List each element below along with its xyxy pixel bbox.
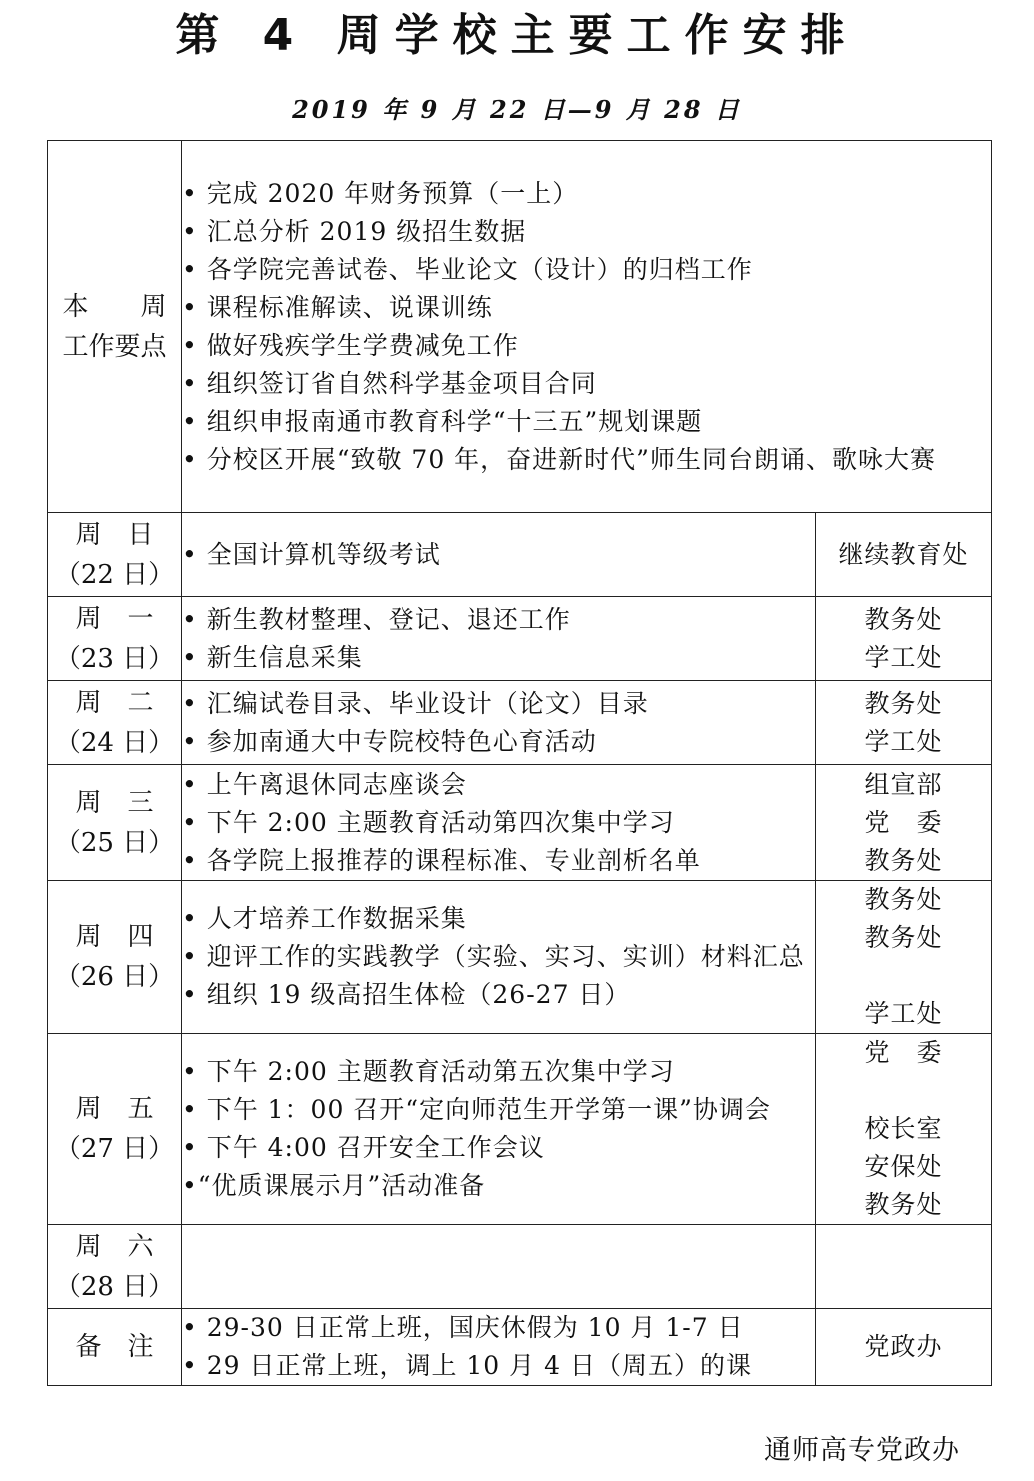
day-name: 周 四 [75,922,154,952]
dept-label [816,957,991,995]
tasks-cell [182,513,816,597]
list-item: • 下午 2:00 主题教育活动第四次集中学习 [182,807,675,837]
table-row-saturday [48,1225,992,1309]
day-date: （26 日） [54,962,175,992]
key-points-label [48,141,182,513]
dept-label: 学工处 [864,726,943,756]
day-cell [48,881,182,1034]
day-date: （28 日） [54,1271,175,1302]
table-row-friday [48,1034,992,1225]
day-name: 周 二 [75,687,154,718]
dept-label: 教务处 [864,923,943,952]
day-name: 周 三 [75,787,154,818]
day-date: （25 日） [54,827,175,858]
list-item: • 下午 2:00 主题教育活动第五次集中学习 [182,1057,675,1086]
tasks-cell [182,681,816,765]
day-name: 周 日 [75,519,154,550]
list-item: • 汇编试卷目录、毕业设计（论文）目录 [182,688,649,718]
day-cell [48,1034,182,1225]
dept-cell [816,681,992,765]
dept-label: 教务处 [864,885,943,914]
dept-label: 教务处 [864,688,943,718]
list-item: • 各学院完善试卷、毕业论文（设计）的归档工作 [182,254,753,284]
list-item: • 新生信息采集 [182,642,363,672]
dept-cell [816,513,992,597]
table-row-monday [48,597,992,681]
schedule-table [47,140,992,1386]
day-cell [48,1225,182,1309]
day-name: 周 五 [75,1094,154,1124]
dept-label: 教务处 [864,1190,943,1219]
list-item: • 组织 19 级高招生体检（26-27 日） [182,980,631,1009]
list-item: • 参加南通大中专院校特色心育活动 [182,726,597,756]
day-date: （23 日） [54,643,175,674]
tasks-cell [182,765,816,881]
list-item: • 完成 2020 年财务预算（一上） [182,178,579,208]
dept-label [816,1072,991,1110]
list-item: • 新生教材整理、登记、退还工作 [182,604,571,634]
list-item: • 课程标准解读、说课训练 [182,292,493,322]
dept-label: 组宣部 [864,769,943,799]
day-cell [48,513,182,597]
day-cell [48,681,182,765]
notes-list [182,1309,816,1386]
dept-label: 党 委 [864,807,943,837]
notes-dept: 党政办 [816,1309,992,1386]
dept-cell [816,1225,992,1309]
date-range: 2019 年 9 月 22 日—9 月 28 日 [292,95,742,124]
list-item: • 组织申报南通市教育科学“十三五”规划课题 [182,406,703,436]
tasks-cell [182,597,816,681]
dept-cell [816,1034,992,1225]
dept-label: 党 委 [864,1038,943,1067]
day-name: 周 六 [75,1231,154,1262]
day-cell [48,765,182,881]
dept-cell [816,881,992,1034]
day-date: （24 日） [54,727,175,758]
dept-label: 安保处 [864,1152,943,1181]
list-item: • 迎评工作的实践教学（实验、实习、实训）材料汇总 [182,942,805,971]
tasks-cell [182,881,816,1034]
key-points-list [182,141,992,513]
list-item: • 做好残疾学生学费减免工作 [182,330,519,360]
list-item: • 下午 1：00 召开“定向师范生开学第一课”协调会 [182,1095,771,1124]
key-points-label-line2: 工作要点 [62,331,167,362]
dept-cell [816,597,992,681]
dept-label: 继续教育处 [838,539,969,569]
day-cell [48,597,182,681]
table-row-thursday [48,881,992,1034]
dept-label: 校长室 [864,1114,943,1143]
dept-label: 教务处 [864,604,943,634]
key-points-row [48,141,992,513]
page-title: 第 4 周学校主要工作安排 [175,10,859,61]
table-row-tuesday [48,681,992,765]
table-row-wednesday [48,765,992,881]
list-item: • 29 日正常上班，调上 10 月 4 日（周五）的课 [182,1351,752,1380]
tasks-cell [182,1225,816,1309]
signature: 通师高专党政办 [764,1435,960,1466]
list-item: • 分校区开展“致敬 70 年，奋进新时代”师生同台朗诵、歌咏大赛 [182,444,936,474]
day-date: （27 日） [54,1134,175,1164]
key-points-label-line1: 本 周 [62,291,167,322]
dept-label: 教务处 [864,845,943,875]
table-row-sunday [48,513,992,597]
list-item: • 下午 4:00 召开安全工作会议 [182,1133,545,1162]
list-item: • 汇总分析 2019 级招生数据 [182,216,527,246]
list-item: • 人才培养工作数据采集 [182,904,467,933]
list-item: • 全国计算机等级考试 [182,539,441,569]
dept-cell [816,765,992,881]
tasks-cell [182,1034,816,1225]
dept-label: 学工处 [864,642,943,672]
list-item: •“优质课展示月”活动准备 [182,1171,486,1200]
list-item: • 29-30 日正常上班，国庆休假为 10 月 1-7 日 [182,1313,744,1342]
list-item: • 上午离退休同志座谈会 [182,769,467,799]
day-date: （22 日） [54,559,175,590]
day-name: 周 一 [75,603,154,634]
notes-row [48,1309,992,1386]
dept-label: 学工处 [864,999,943,1028]
list-item: • 组织签订省自然科学基金项目合同 [182,368,597,398]
list-item: • 各学院上报推荐的课程标准、专业剖析名单 [182,845,701,875]
notes-label: 备 注 [48,1309,182,1386]
